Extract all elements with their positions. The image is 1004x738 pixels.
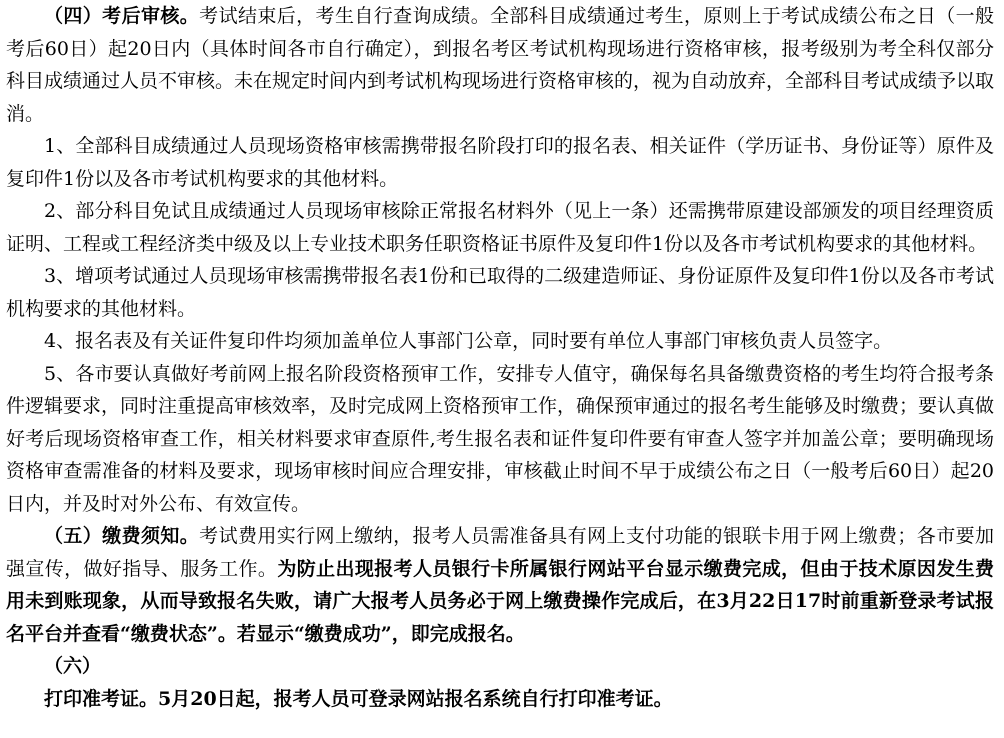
list-item-1: 1、全部科目成绩通过人员现场资格审核需携带报名阶段打印的报名表、相关证件（学历证书、身份证等）原件及复印件1份以及各市考试机构要求的其他材料。 bbox=[6, 135, 994, 190]
list-item-5: 5、各市要认真做好考前网上报名阶段资格预审工作，安排专人值守，确保每名具备缴费资格的考生均符合报考条件逻辑要求，同时注重提高审核效率，及时完成网上资格预审工作，确保预审通过的报名考生能够及时缴费；要认真做好考后现场资格审查工作，相关材料要求审查原件,考生报名表和证件复印件要有审查人签字并加盖公章；要明确现场资格审查需准备的材料及要求，现场审核时间应合理安排，审核截止时间不早于成绩公布之日（一般考后60日）起20日内，并及时对外公布、有效宣传。 bbox=[6, 362, 995, 515]
list-item-3: 3、增项考试通过人员现场审核需携带报名表1份和已取得的二级建造师证、身份证原件及复印件1份以及各市考试机构要求的其他材料。 bbox=[6, 265, 994, 320]
section-4-body: 考试结束后，考生自行查询成绩。全部科目成绩通过考生，原则上于考试成绩公布之日（一般考后60日）起20日内（具体时间各市自行确定），到报名考区考试机构现场进行资格审核，报考级别为考全科仅部分科目成绩通过人员不审核。未在规定时间内到考试机构现场进行资格审核的，视为自动放弃，全部科目考试成绩予以取消。 bbox=[6, 5, 995, 125]
section-4-heading: （四）考后审核。 bbox=[44, 5, 200, 27]
list-item-4: 4、报名表及有关证件复印件均须加盖单位人事部门公章，同时要有单位人事部门审核负责人员签字。 bbox=[44, 330, 893, 352]
section-4-paragraph bbox=[6, 0, 994, 130]
section-5-bold-notice: 为防止出现报考人员银行卡所属银行网站平台显示缴费完成，但由于技术原因发生费用未到账现象，从而导致报名失败，请广大报考人员务必于网上缴费操作完成后，在3月22日17时前重新登录考试报名平台并查看“缴费状态”。若显示“缴费成功”，即完成报名。 bbox=[6, 557, 994, 645]
section-5-paragraph bbox=[6, 520, 994, 650]
section-6-body: 打印准考证。5月20日起，报考人员可登录网站报名系统自行打印准考证。 bbox=[44, 687, 673, 710]
section-6-heading: （六） bbox=[44, 655, 102, 677]
section-5-heading: （五）缴费须知。 bbox=[44, 525, 200, 547]
list-item-2: 2、部分科目免试且成绩通过人员现场审核除正常报名材料外（见上一条）还需携带原建设部颁发的项目经理资质证明、工程或工程经济类中级及以上专业技术职务任职资格证书原件及复印件1份以及各市考试机构要求的其他材料。 bbox=[6, 200, 994, 255]
section-5-body: 考试费用实行网上缴纳，报考人员需准备具有网上支付功能的银联卡用于网上缴费；各市要加强宣传，做好指导、服务工作。 bbox=[6, 525, 994, 580]
